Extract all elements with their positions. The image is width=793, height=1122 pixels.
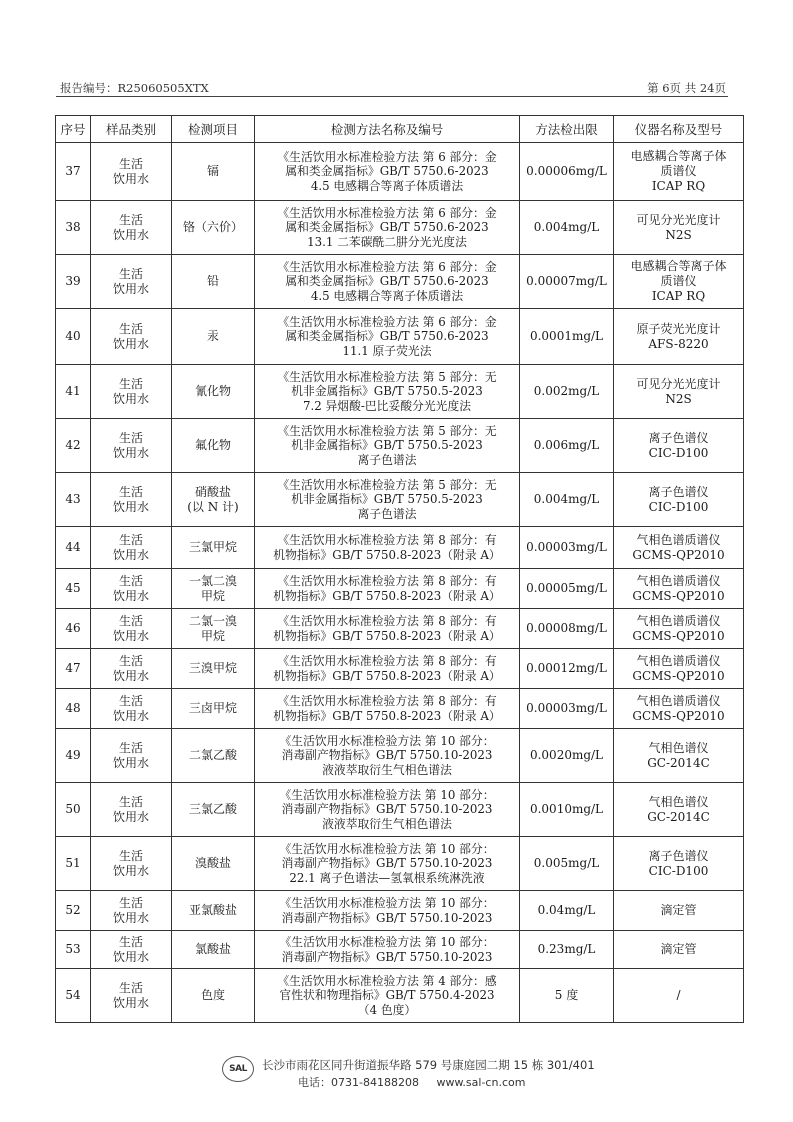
test-item-line: 一氯二溴	[188, 573, 237, 588]
test-method	[255, 569, 520, 609]
sample-category	[91, 527, 172, 569]
sample-category-line: 饮用水	[112, 949, 149, 964]
test-method-line: 《生活饮用水标准检验方法 第 10 部分：	[279, 733, 495, 748]
row-number: 48	[56, 689, 91, 729]
instrument-line: 原子荧光光度计	[636, 321, 721, 336]
test-method-line: 《生活饮用水标准检验方法 第 6 部分：金	[277, 259, 497, 274]
instrument-line: 气相色谱质谱仪	[636, 613, 721, 628]
detection-limit: 0.002mg/L	[520, 365, 614, 419]
test-method-line: 机物指标》GB/T 5750.8-2023（附录 A）	[273, 708, 501, 723]
row-number: 51	[56, 837, 91, 891]
test-item	[172, 527, 255, 569]
sample-category-line: 饮用水	[112, 863, 149, 878]
instrument	[614, 729, 744, 783]
company-contact	[298, 1074, 539, 1090]
test-method-line: 消毒副产物指标》GB/T 5750.10-2023	[281, 748, 493, 763]
sample-category	[91, 649, 172, 689]
detection-limit: 5 度	[520, 969, 614, 1023]
test-method-line: 《生活饮用水标准检验方法 第 6 部分：金	[277, 149, 497, 164]
instrument	[614, 143, 744, 201]
sample-category	[91, 609, 172, 649]
instrument-line: 滴定管	[660, 903, 697, 917]
test-item	[172, 931, 255, 969]
test-method-line: 11.1 原子荧光法	[342, 343, 432, 358]
test-method-line: 液液萃取衍生气相色谱法	[322, 816, 452, 831]
sample-category	[91, 143, 172, 201]
instrument-line: 电感耦合等离子体	[630, 149, 727, 163]
instrument	[614, 527, 744, 569]
sample-category-line: 饮用水	[112, 547, 149, 562]
detection-limit: 0.00007mg/L	[520, 255, 614, 309]
test-item-line: 亚氯酸盐	[188, 903, 237, 917]
row-number: 38	[56, 201, 91, 255]
instrument-line: ICAP RQ	[651, 289, 706, 303]
col-header-instrument: 仪器名称及型号	[614, 116, 744, 143]
detection-limit: 0.0020mg/L	[520, 729, 614, 783]
instrument-line: GC-2014C	[647, 755, 710, 770]
test-method-line: 《生活饮用水标准检验方法 第 5 部分：无	[277, 477, 497, 492]
detection-limit: 0.00012mg/L	[520, 649, 614, 689]
sample-category	[91, 255, 172, 309]
instrument-line: 质谱仪	[660, 274, 697, 288]
detection-limit: 0.004mg/L	[520, 473, 614, 527]
test-item-line: 溴酸盐	[194, 856, 231, 870]
instrument	[614, 255, 744, 309]
sample-category-line: 生活	[118, 653, 143, 668]
row-number: 54	[56, 969, 91, 1023]
test-item-line: 氯酸盐	[194, 942, 231, 956]
instrument	[614, 689, 744, 729]
test-item	[172, 783, 255, 837]
test-method-line: 《生活饮用水标准检验方法 第 8 部分：有	[277, 694, 497, 708]
instrument	[614, 783, 744, 837]
test-method	[255, 783, 520, 837]
test-item-line: 氟化物	[194, 438, 231, 452]
instrument	[614, 309, 744, 365]
company-logo: SAL	[222, 1056, 254, 1082]
test-method-line: 4.5 电感耦合等离子体质谱法	[310, 288, 464, 303]
test-item-line: 氰化物	[194, 384, 231, 398]
instrument	[614, 419, 744, 473]
test-method	[255, 729, 520, 783]
sample-category-line: 饮用水	[112, 445, 149, 460]
test-method-line: 《生活饮用水标准检验方法 第 10 部分：	[279, 935, 495, 949]
test-item-line: 色度	[200, 988, 225, 1002]
sample-category-line: 生活	[118, 980, 143, 995]
test-method-line: 机非金属指标》GB/T 5750.5-2023	[291, 384, 483, 399]
test-method-line: 13.1 二苯碳酰二肼分光光度法	[307, 234, 467, 249]
col-header-category: 样品类别	[91, 116, 172, 143]
sample-category-line: 生活	[118, 156, 143, 171]
test-item	[172, 891, 255, 931]
sample-category-line: 饮用水	[112, 588, 149, 603]
instrument-line: 可见分光光度计	[636, 376, 721, 391]
test-method-line: 属和类金属指标》GB/T 5750.6-2023	[285, 274, 489, 289]
test-item-line: 三溴甲烷	[188, 661, 237, 675]
table-row	[56, 527, 744, 569]
sample-category-line: 饮用水	[112, 227, 149, 242]
row-number: 44	[56, 527, 91, 569]
row-number: 53	[56, 931, 91, 969]
instrument-line: /	[676, 988, 681, 1002]
test-method-line: 7.2 异烟酸-巴比妥酸分光光度法	[302, 398, 472, 413]
row-number: 42	[56, 419, 91, 473]
row-number: 49	[56, 729, 91, 783]
test-method-line: 机物指标》GB/T 5750.8-2023（附录 A）	[273, 588, 501, 603]
report-number: 报告编号：R25060505XTX	[60, 81, 209, 95]
instrument-line: 滴定管	[660, 942, 697, 956]
test-method-line: 《生活饮用水标准检验方法 第 10 部分：	[279, 896, 495, 910]
test-item	[172, 837, 255, 891]
sample-category-line: 生活	[118, 848, 143, 863]
instrument	[614, 569, 744, 609]
test-item	[172, 309, 255, 365]
instrument-line: 离子色谱仪	[648, 484, 709, 499]
results-table	[55, 115, 744, 1023]
sample-category-line: 饮用水	[112, 628, 149, 643]
test-method	[255, 837, 520, 891]
test-item	[172, 419, 255, 473]
instrument-line: CIC-D100	[648, 499, 709, 514]
test-method-line: 机物指标》GB/T 5750.8-2023（附录 A）	[273, 668, 501, 683]
sample-category-line: 生活	[118, 895, 143, 910]
sample-category-line: 饮用水	[112, 910, 149, 925]
row-number: 37	[56, 143, 91, 201]
test-method-line: 消毒副产物指标》GB/T 5750.10-2023	[281, 949, 493, 964]
table-row	[56, 837, 744, 891]
sample-category	[91, 783, 172, 837]
test-method-line: 《生活饮用水标准检验方法 第 8 部分：有	[277, 614, 497, 628]
test-method	[255, 689, 520, 729]
instrument	[614, 891, 744, 931]
sample-category	[91, 689, 172, 729]
detection-limit: 0.00005mg/L	[520, 569, 614, 609]
sample-category	[91, 837, 172, 891]
col-header-no: 序号	[56, 116, 91, 143]
row-number: 41	[56, 365, 91, 419]
sample-category-line: 饮用水	[112, 281, 149, 296]
instrument	[614, 649, 744, 689]
test-item	[172, 473, 255, 527]
instrument-line: 电感耦合等离子体	[630, 259, 727, 273]
test-item-line: 硝酸盐	[194, 484, 231, 499]
table-row	[56, 201, 744, 255]
test-method-line: 22.1 离子色谱法—氢氧根系统淋洗液	[289, 870, 485, 885]
row-number: 39	[56, 255, 91, 309]
instrument	[614, 969, 744, 1023]
instrument-line: GCMS-QP2010	[632, 628, 725, 643]
col-header-item: 检测项目	[172, 116, 255, 143]
table-row	[56, 729, 744, 783]
sample-category	[91, 419, 172, 473]
instrument-line: GCMS-QP2010	[632, 547, 725, 562]
row-number: 46	[56, 609, 91, 649]
test-method-line: 机非金属指标》GB/T 5750.5-2023	[291, 492, 483, 507]
sample-category	[91, 569, 172, 609]
sample-category-line: 生活	[118, 693, 143, 708]
test-item	[172, 729, 255, 783]
test-method	[255, 143, 520, 201]
test-method-line: 属和类金属指标》GB/T 5750.6-2023	[285, 329, 489, 344]
test-item	[172, 969, 255, 1023]
table-row	[56, 569, 744, 609]
test-method-line: 官性状和物理指标》GB/T 5750.4-2023	[279, 988, 495, 1003]
test-item	[172, 569, 255, 609]
detection-limit: 0.04mg/L	[520, 891, 614, 931]
instrument-line: GCMS-QP2010	[632, 708, 725, 723]
test-item-line: 甲烷	[200, 588, 225, 603]
instrument-line: ICAP RQ	[651, 179, 706, 193]
test-item-line: 镉	[206, 164, 219, 178]
sample-category-line: 生活	[118, 430, 143, 445]
detection-limit: 0.006mg/L	[520, 419, 614, 473]
test-method	[255, 969, 520, 1023]
test-method-line: 液液萃取衍生气相色谱法	[322, 762, 452, 777]
row-number: 47	[56, 649, 91, 689]
test-item-line: 汞	[206, 329, 219, 343]
detection-limit: 0.23mg/L	[520, 931, 614, 969]
detection-limit: 0.00008mg/L	[520, 609, 614, 649]
table-row	[56, 143, 744, 201]
sample-category	[91, 473, 172, 527]
table-row	[56, 649, 744, 689]
row-number: 50	[56, 783, 91, 837]
instrument	[614, 609, 744, 649]
sample-category-line: 饮用水	[112, 391, 149, 406]
test-method-line: 《生活饮用水标准检验方法 第 8 部分：有	[277, 654, 497, 668]
test-item	[172, 255, 255, 309]
test-method-line: 消毒副产物指标》GB/T 5750.10-2023	[281, 910, 493, 925]
table-row	[56, 419, 744, 473]
instrument	[614, 837, 744, 891]
instrument	[614, 931, 744, 969]
sample-category-line: 生活	[118, 266, 143, 281]
instrument-line: GCMS-QP2010	[632, 588, 725, 603]
row-number: 52	[56, 891, 91, 931]
sample-category	[91, 729, 172, 783]
instrument-line: AFS-8220	[648, 336, 709, 351]
detection-limit: 0.00003mg/L	[520, 527, 614, 569]
table-row	[56, 891, 744, 931]
table-row	[56, 931, 744, 969]
sample-category	[91, 891, 172, 931]
sample-category-line: 饮用水	[112, 809, 149, 824]
sample-category-line: 生活	[118, 484, 143, 499]
detection-limit: 0.004mg/L	[520, 201, 614, 255]
sample-category	[91, 201, 172, 255]
instrument-line: 可见分光光度计	[636, 212, 721, 227]
test-method	[255, 255, 520, 309]
test-item	[172, 365, 255, 419]
test-item	[172, 609, 255, 649]
instrument-line: 质谱仪	[660, 164, 697, 178]
col-header-method: 检测方法名称及编号	[255, 116, 520, 143]
test-item-line: 三氯甲烷	[188, 540, 237, 554]
test-method-line: 4.5 电感耦合等离子体质谱法	[310, 178, 464, 193]
sample-category-line: 饮用水	[112, 708, 149, 723]
sample-category-line: 生活	[118, 376, 143, 391]
page-footer	[222, 1050, 642, 1090]
instrument-line: N2S	[665, 391, 692, 406]
table-row	[56, 609, 744, 649]
test-method-line: 《生活饮用水标准检验方法 第 10 部分：	[279, 787, 495, 802]
sample-category	[91, 309, 172, 365]
table-row	[56, 473, 744, 527]
sample-category-line: 生活	[118, 321, 143, 336]
test-method	[255, 365, 520, 419]
table-row	[56, 969, 744, 1023]
row-number: 40	[56, 309, 91, 365]
test-method-line: 《生活饮用水标准检验方法 第 8 部分：有	[277, 574, 497, 588]
test-item-line: 铅	[206, 274, 219, 288]
test-method-line: 《生活饮用水标准检验方法 第 5 部分：无	[277, 423, 497, 438]
test-method	[255, 527, 520, 569]
test-method-line: 消毒副产物指标》GB/T 5750.10-2023	[281, 856, 493, 871]
instrument-line: CIC-D100	[648, 863, 709, 878]
test-method	[255, 891, 520, 931]
row-number: 45	[56, 569, 91, 609]
company-website: www.sal-cn.com	[436, 1076, 526, 1089]
table-row	[56, 365, 744, 419]
test-method	[255, 201, 520, 255]
instrument-line: CIC-D100	[648, 445, 709, 460]
detection-limit: 0.0010mg/L	[520, 783, 614, 837]
instrument	[614, 365, 744, 419]
instrument-line: 气相色谱仪	[648, 740, 709, 755]
test-item	[172, 201, 255, 255]
test-method	[255, 609, 520, 649]
test-method-line: 机物指标》GB/T 5750.8-2023（附录 A）	[273, 547, 501, 562]
test-method	[255, 309, 520, 365]
test-item-line: (以 N 计)	[187, 499, 239, 514]
instrument	[614, 473, 744, 527]
sample-category-line: 生活	[118, 740, 143, 755]
test-method-line: 《生活饮用水标准检验方法 第 8 部分：有	[277, 533, 497, 547]
test-method-line: 《生活饮用水标准检验方法 第 5 部分：无	[277, 369, 497, 384]
test-method-line: 《生活饮用水标准检验方法 第 4 部分：感	[277, 973, 497, 988]
sample-category-line: 生活	[118, 573, 143, 588]
table-header-row	[56, 116, 744, 143]
detection-limit: 0.00003mg/L	[520, 689, 614, 729]
instrument	[614, 201, 744, 255]
instrument-line: GCMS-QP2010	[632, 668, 725, 683]
sample-category-line: 饮用水	[112, 171, 149, 186]
instrument-line: 气相色谱质谱仪	[636, 653, 721, 668]
instrument-line: 离子色谱仪	[648, 430, 709, 445]
sample-category-line: 生活	[118, 934, 143, 949]
company-phone: 电话：0731-84188208	[298, 1076, 419, 1089]
table-row	[56, 783, 744, 837]
table-row	[56, 309, 744, 365]
test-item	[172, 143, 255, 201]
test-item	[172, 649, 255, 689]
report-header	[56, 78, 728, 97]
instrument-line: 离子色谱仪	[648, 848, 709, 863]
test-item	[172, 689, 255, 729]
test-method-line: 消毒副产物指标》GB/T 5750.10-2023	[281, 802, 493, 817]
instrument-line: GC-2014C	[647, 809, 710, 824]
page-info: 第 6页 共 24页	[647, 81, 726, 95]
sample-category-line: 生活	[118, 532, 143, 547]
test-method	[255, 931, 520, 969]
test-method	[255, 649, 520, 689]
test-item-line: 二氯一溴	[188, 613, 237, 628]
detection-limit: 0.005mg/L	[520, 837, 614, 891]
test-method-line: 机非金属指标》GB/T 5750.5-2023	[291, 438, 483, 453]
sample-category-line: 饮用水	[112, 995, 149, 1010]
table-row	[56, 255, 744, 309]
detection-limit: 0.00006mg/L	[520, 143, 614, 201]
test-item-line: 三卤甲烷	[188, 701, 237, 715]
instrument-line: 气相色谱仪	[648, 794, 709, 809]
test-method-line: 属和类金属指标》GB/T 5750.6-2023	[285, 164, 489, 179]
col-header-limit: 方法检出限	[520, 116, 614, 143]
test-item-line: 二氯乙酸	[188, 748, 237, 762]
test-method	[255, 473, 520, 527]
sample-category-line: 饮用水	[112, 336, 149, 351]
row-number: 43	[56, 473, 91, 527]
test-item-line: 三氯乙酸	[188, 802, 237, 816]
test-method-line: 离子色谱法	[357, 506, 417, 521]
test-method	[255, 419, 520, 473]
test-method-line: 《生活饮用水标准检验方法 第 6 部分：金	[277, 314, 497, 329]
sample-category-line: 饮用水	[112, 499, 149, 514]
sample-category-line: 生活	[118, 613, 143, 628]
instrument-line: 气相色谱质谱仪	[636, 573, 721, 588]
sample-category-line: 生活	[118, 212, 143, 227]
test-method-line: 《生活饮用水标准检验方法 第 10 部分：	[279, 841, 495, 856]
test-method-line: 离子色谱法	[357, 452, 417, 467]
sample-category	[91, 365, 172, 419]
sample-category-line: 生活	[118, 794, 143, 809]
test-method-line: 属和类金属指标》GB/T 5750.6-2023	[285, 220, 489, 235]
test-item-line: 铬（六价）	[182, 220, 243, 234]
test-method-line: 机物指标》GB/T 5750.8-2023（附录 A）	[273, 628, 501, 643]
test-item-line: 甲烷	[200, 628, 225, 643]
table-body	[56, 143, 744, 1023]
test-method-line: 《生活饮用水标准检验方法 第 6 部分：金	[277, 205, 497, 220]
table-row	[56, 689, 744, 729]
detection-limit: 0.0001mg/L	[520, 309, 614, 365]
sample-category-line: 饮用水	[112, 755, 149, 770]
test-method-line: （4 色度）	[357, 1002, 417, 1017]
instrument-line: 气相色谱质谱仪	[636, 693, 721, 708]
sample-category	[91, 931, 172, 969]
sample-category	[91, 969, 172, 1023]
instrument-line: 气相色谱质谱仪	[636, 532, 721, 547]
instrument-line: N2S	[665, 227, 692, 242]
company-address: 长沙市雨花区同升街道振华路 579 号康庭园二期 15 栋 301/401	[262, 1058, 595, 1072]
sample-category-line: 饮用水	[112, 668, 149, 683]
